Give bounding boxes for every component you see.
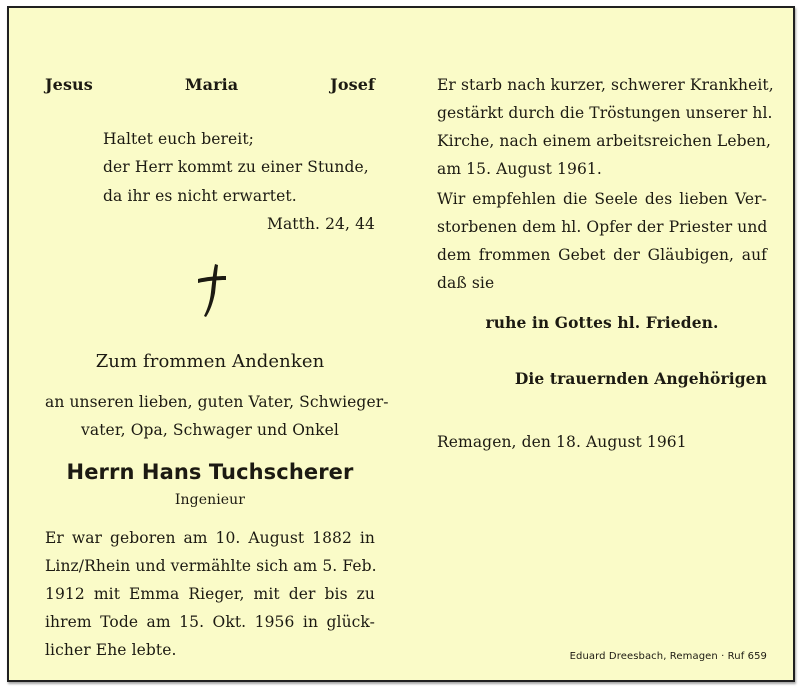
death-line-3: Kirche, nach einem arbeitsreichen Leben,: [437, 132, 772, 150]
bio-line-3: 1912 mit Emma Rieger, mit der bis zu: [45, 585, 375, 603]
verse-reference: Matth. 24, 44: [266, 215, 375, 233]
death-line-2: gestärkt durch die Tröstungen unserer hl.: [437, 104, 773, 122]
commend-line-1: Wir empfehlen die Seele des lieben Ver-: [437, 190, 767, 208]
header-names: [45, 76, 375, 94]
profession: Ingenieur: [174, 492, 246, 508]
deceased-name: Herrn Hans Tuchscherer: [66, 460, 354, 484]
dedication-line-1: an unseren lieben, guten Vater, Schwieger-: [45, 393, 389, 411]
header-jesus: Jesus: [45, 75, 93, 94]
latin-cross-icon: [195, 262, 229, 318]
verse-line-1: Haltet euch bereit;: [103, 130, 255, 148]
death-line-4: am 15. August 1961.: [437, 160, 602, 178]
printer-imprint: Eduard Dreesbach, Remagen · Ruf 659: [569, 651, 767, 662]
header-maria: Maria: [184, 75, 239, 94]
commend-line-2: storbenen dem hl. Opfer der Priester und: [437, 218, 768, 236]
remembrance-heading: Zum frommen Andenken: [95, 351, 325, 372]
memorial-card: [7, 6, 795, 682]
verse-line-2: der Herr kommt zu einer Stunde,: [103, 158, 369, 176]
dedication-line-2: vater, Opa, Schwager und Onkel: [81, 421, 339, 439]
peace-line: ruhe in Gottes hl. Frieden.: [485, 313, 719, 332]
place-date: Remagen, den 18. August 1961: [437, 433, 687, 451]
death-line-1: Er starb nach kurzer, schwerer Krankheit,: [437, 76, 774, 94]
bio-line-1: Er war geboren am 10. August 1882 in: [45, 529, 375, 547]
bio-line-5: licher Ehe lebte.: [45, 641, 177, 659]
header-josef: Josef: [330, 75, 375, 94]
mourners-line: Die trauernden Angehörigen: [514, 369, 767, 388]
bio-line-4: ihrem Tode am 15. Okt. 1956 in glück-: [45, 613, 375, 631]
commend-line-3: dem frommen Gebet der Gläubigen, auf: [437, 246, 767, 264]
bio-line-2: Linz/Rhein und vermählte sich am 5. Feb.: [45, 557, 377, 575]
commend-line-4: daß sie: [437, 274, 495, 292]
verse-line-3: da ihr es nicht erwartet.: [103, 187, 297, 205]
